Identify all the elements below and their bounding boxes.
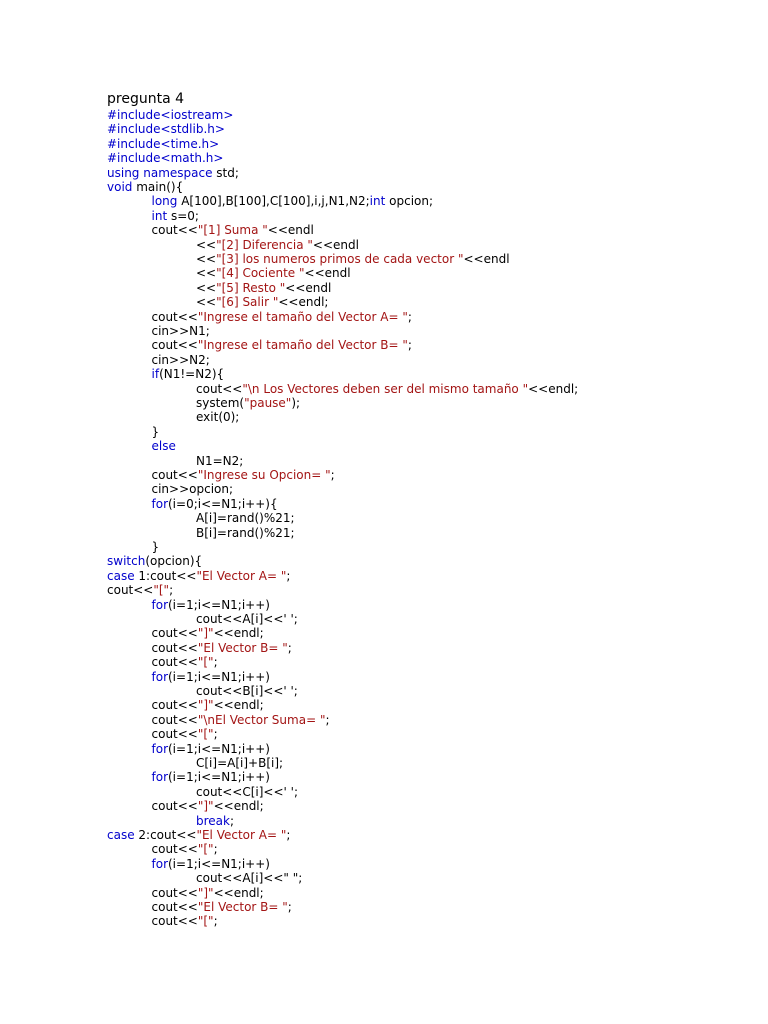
code-text: (i=1;i<=N1;i++) xyxy=(168,741,270,756)
page-title: pregunta 4 xyxy=(107,91,185,107)
code-line xyxy=(152,310,412,324)
code-text: ); xyxy=(291,396,301,410)
code-string: "Ingrese el tamaño del Vector B= " xyxy=(197,338,408,353)
code-text: ; xyxy=(286,568,291,583)
code-text: <<endl; xyxy=(213,698,264,713)
code-keyword: case xyxy=(107,828,135,842)
code-keyword: #include<stdlib.h> xyxy=(107,122,225,137)
code-text: cout<<B[i]<<' '; xyxy=(196,684,298,698)
code-string: "[" xyxy=(197,842,214,857)
code-keyword: void xyxy=(107,180,133,194)
code-string: "Ingrese el tamaño del Vector A= " xyxy=(197,309,408,324)
code-text: } xyxy=(151,424,160,439)
code-text: cout<< xyxy=(151,799,198,814)
code-text: cout<<A[i]<<' '; xyxy=(196,612,298,626)
code-text: << xyxy=(196,252,217,266)
code-line xyxy=(107,166,239,180)
code-line xyxy=(107,180,183,194)
code-text: (opcion){ xyxy=(145,554,203,569)
code-text: ; xyxy=(287,900,292,914)
code-text: ; xyxy=(213,655,218,670)
code-text: cout<< xyxy=(151,338,198,353)
code-text: cout<< xyxy=(151,914,198,929)
code-line xyxy=(152,598,270,612)
code-string: "[2] Diferencia " xyxy=(216,237,313,252)
code-text: cout<< xyxy=(151,885,198,900)
code-line xyxy=(152,338,412,352)
code-line xyxy=(196,410,239,424)
code-text: 2:cout<< xyxy=(134,828,197,842)
code-text: cout<< xyxy=(151,640,198,655)
code-text: system( xyxy=(196,396,245,410)
code-string: "[" xyxy=(197,727,214,742)
code-string: "\n Los Vectores deben ser del mismo tamaño " xyxy=(242,381,529,396)
code-text: ; xyxy=(330,468,335,482)
code-line xyxy=(152,425,160,439)
code-line xyxy=(196,526,295,540)
code-line xyxy=(107,137,219,151)
code-line xyxy=(196,238,359,252)
code-text: cout<< xyxy=(151,223,198,238)
code-line xyxy=(152,497,278,511)
code-string: "[" xyxy=(197,655,214,670)
code-text: << xyxy=(196,237,217,252)
code-text: << xyxy=(196,266,217,281)
code-line xyxy=(196,454,243,468)
code-text: cout<< xyxy=(151,626,198,641)
code-text: << xyxy=(196,295,217,310)
code-keyword: using namespace xyxy=(107,165,213,180)
code-keyword: for xyxy=(151,856,168,871)
code-string: "[5] Resto " xyxy=(216,280,286,295)
code-string: "El Vector B= " xyxy=(197,900,288,914)
code-line xyxy=(107,583,173,597)
code-keyword: for xyxy=(151,669,168,684)
code-string: "[3] los numeros primos de cada vector " xyxy=(216,252,464,266)
code-text: <<endl xyxy=(312,237,359,252)
code-line xyxy=(196,266,351,280)
code-string: "]" xyxy=(197,885,214,900)
code-text: <<endl; xyxy=(528,381,579,396)
code-text: ; xyxy=(407,309,412,324)
code-keyword: for xyxy=(151,741,168,756)
code-line xyxy=(152,468,335,482)
code-line xyxy=(107,554,202,568)
code-keyword: for xyxy=(151,770,168,785)
code-line xyxy=(196,252,510,266)
code-line xyxy=(152,324,210,338)
code-text: << xyxy=(196,280,217,295)
code-line xyxy=(107,828,290,842)
code-text: opcion; xyxy=(385,194,434,209)
code-text: s=0; xyxy=(167,208,199,223)
code-keyword: switch xyxy=(107,554,146,569)
code-line xyxy=(152,698,264,712)
code-line xyxy=(152,727,218,741)
code-string: "[6] Salir " xyxy=(216,295,279,310)
code-string: "]" xyxy=(197,626,214,641)
code-line xyxy=(152,842,218,856)
code-string: "El Vector B= " xyxy=(197,640,288,655)
code-text: <<endl; xyxy=(213,885,264,900)
code-text: (N1!=N2){ xyxy=(159,367,225,382)
code-keyword: #include<math.h> xyxy=(107,151,224,166)
code-line xyxy=(196,684,298,698)
code-string: "\nEl Vector Suma= " xyxy=(197,712,326,727)
code-text: cout<< xyxy=(151,655,198,670)
code-string: "]" xyxy=(197,698,214,713)
code-line xyxy=(152,209,199,223)
code-line xyxy=(107,569,290,583)
code-text: <<endl; xyxy=(278,295,329,310)
code-string: "El Vector A= " xyxy=(196,828,287,842)
code-line xyxy=(196,281,331,295)
code-text: ; xyxy=(286,828,291,842)
code-text: ; xyxy=(287,640,292,655)
code-text: cin>>opcion; xyxy=(151,482,234,497)
code-text: } xyxy=(151,540,160,554)
code-string: "]" xyxy=(197,799,214,814)
code-text: main(){ xyxy=(132,180,184,194)
code-string: "[4] Cociente " xyxy=(216,266,305,281)
code-line xyxy=(152,886,264,900)
code-keyword: case xyxy=(107,568,135,583)
code-text: exit(0); xyxy=(196,410,240,425)
code-line xyxy=(152,482,234,496)
code-text: cout<< xyxy=(151,727,198,742)
code-keyword: int xyxy=(151,208,168,223)
code-line xyxy=(196,756,283,770)
code-text: cout<< xyxy=(151,698,198,713)
code-line xyxy=(196,814,234,828)
code-line xyxy=(152,626,264,640)
code-text: cout<< xyxy=(151,712,198,727)
code-line xyxy=(196,396,300,410)
code-text: <<endl xyxy=(267,223,314,238)
code-text: (i=0;i<=N1;i++){ xyxy=(168,496,278,511)
code-line xyxy=(152,713,330,727)
code-string: "El Vector A= " xyxy=(196,568,287,583)
code-keyword: #include<iostream> xyxy=(107,108,234,122)
code-text: ; xyxy=(169,583,174,598)
code-text: ; xyxy=(325,712,330,727)
code-string: "[1] Suma " xyxy=(197,223,268,238)
code-text: 1:cout<< xyxy=(134,568,197,583)
code-line xyxy=(107,151,223,165)
code-keyword: long xyxy=(151,194,178,209)
code-text: <<endl; xyxy=(213,626,264,641)
code-text: std; xyxy=(212,165,239,180)
code-text: <<endl; xyxy=(213,799,264,814)
code-line xyxy=(152,670,270,684)
code-text: <<endl xyxy=(463,252,510,266)
code-line xyxy=(196,382,578,396)
code-text: ; xyxy=(213,727,218,742)
code-line xyxy=(152,914,218,928)
code-string: "[" xyxy=(197,914,214,929)
code-keyword: if xyxy=(151,367,160,382)
code-line xyxy=(196,511,295,525)
code-line xyxy=(152,857,270,871)
code-string: "pause" xyxy=(244,396,292,410)
code-text: <<endl xyxy=(285,280,332,295)
code-text: ; xyxy=(213,842,218,857)
code-text: B[i]=rand()%21; xyxy=(196,525,295,540)
code-line xyxy=(152,641,292,655)
code-line xyxy=(107,122,225,136)
code-text: cout<<C[i]<<' '; xyxy=(196,784,298,799)
code-text: A[100],B[100],C[100],i,j,N1,N2; xyxy=(177,194,370,209)
code-text: cin>>N2; xyxy=(151,352,210,367)
code-string: "Ingrese su Opcion= " xyxy=(197,468,331,482)
code-text: cout<< xyxy=(151,468,198,482)
code-text: (i=1;i<=N1;i++) xyxy=(168,856,270,871)
code-text: (i=1;i<=N1;i++) xyxy=(168,597,270,612)
code-text: (i=1;i<=N1;i++) xyxy=(168,669,270,684)
code-text: cin>>N1; xyxy=(151,324,210,338)
code-line xyxy=(107,108,233,122)
code-line xyxy=(152,540,160,554)
code-text: (i=1;i<=N1;i++) xyxy=(168,770,270,785)
code-line xyxy=(196,295,328,309)
code-text: N1=N2; xyxy=(196,453,244,468)
code-keyword: for xyxy=(151,496,168,511)
code-line xyxy=(152,770,270,784)
code-line xyxy=(152,367,225,381)
code-keyword: int xyxy=(369,194,386,209)
code-line xyxy=(196,612,298,626)
code-text: ; xyxy=(213,914,218,929)
code-text: cout<<A[i]<<" "; xyxy=(196,871,303,886)
code-text: A[i]=rand()%21; xyxy=(196,511,295,526)
code-line xyxy=(152,223,314,237)
code-text: cout<< xyxy=(151,842,198,857)
code-text: C[i]=A[i]+B[i]; xyxy=(196,756,284,770)
code-keyword: for xyxy=(151,597,168,612)
code-line xyxy=(152,194,434,208)
code-line xyxy=(152,655,218,669)
code-keyword: #include<time.h> xyxy=(107,136,220,151)
code-text: cout<< xyxy=(107,583,154,598)
code-text: ; xyxy=(407,338,412,353)
code-text: cout<< xyxy=(151,900,198,914)
code-text: cout<< xyxy=(196,381,243,396)
code-keyword: else xyxy=(151,439,176,454)
code-line xyxy=(152,742,270,756)
code-line xyxy=(196,871,302,885)
code-line xyxy=(152,799,264,813)
code-text: <<endl xyxy=(304,266,351,281)
code-string: "[" xyxy=(153,583,170,598)
code-text: cout<< xyxy=(151,309,198,324)
code-text: ; xyxy=(229,813,235,828)
code-line xyxy=(196,785,298,799)
code-line xyxy=(152,439,176,453)
code-keyword: break xyxy=(196,813,230,828)
code-line xyxy=(152,900,292,914)
code-line xyxy=(152,353,210,367)
